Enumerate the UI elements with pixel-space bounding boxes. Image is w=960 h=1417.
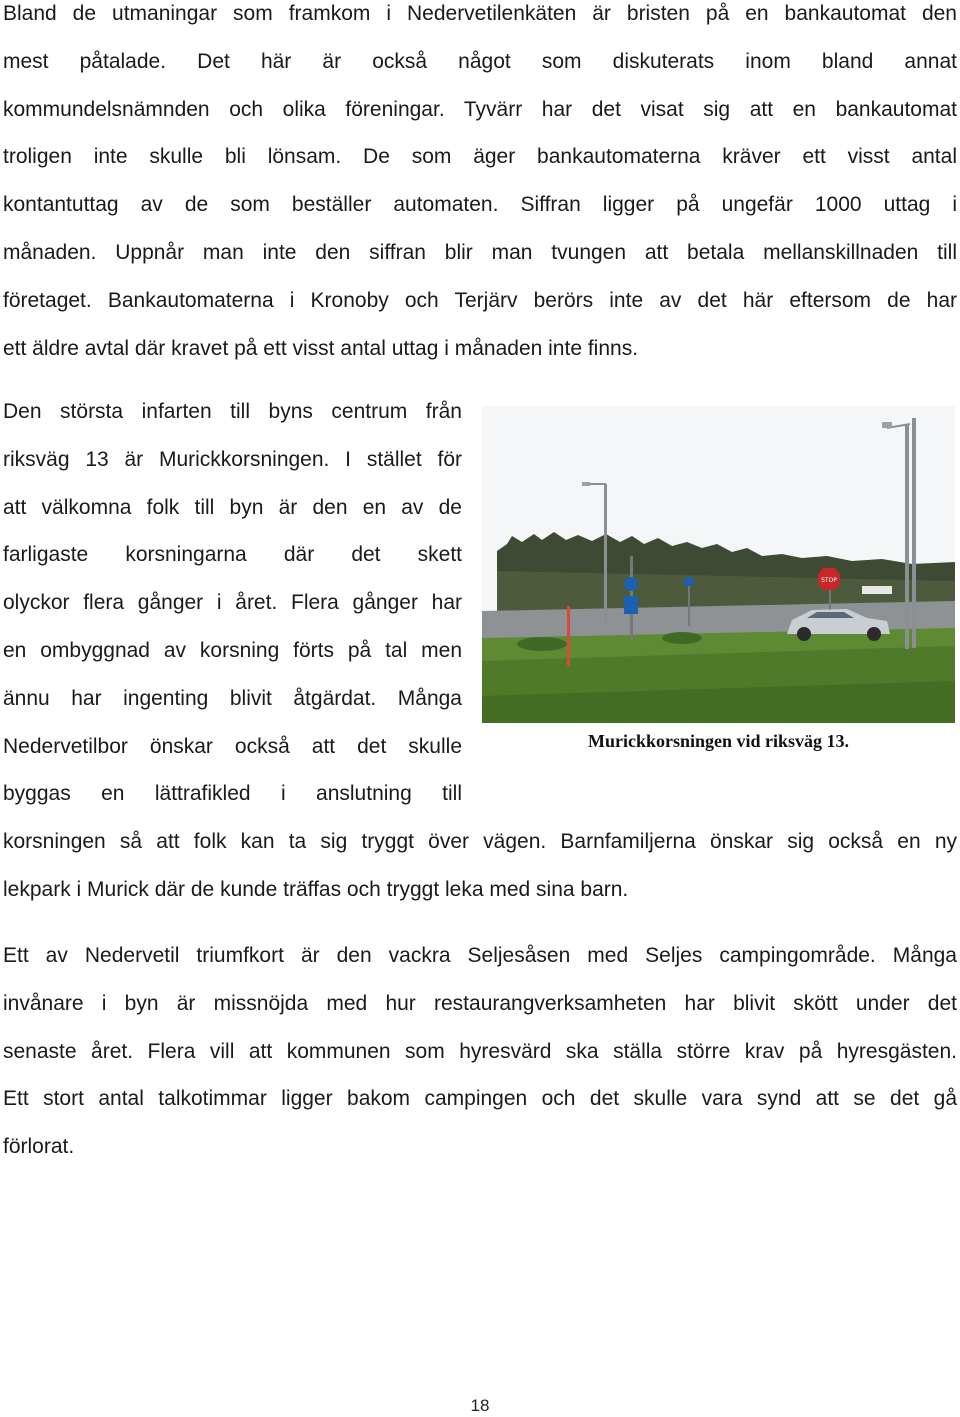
figure-caption: Murickkorsningen vid riksväg 13. xyxy=(587,731,850,751)
text-line: Ett av Nedervetil triumfkort är den vackra Seljesåsen med Seljes campingområde. Många xyxy=(3,944,957,967)
text-line: riksväg 13 är Murickkorsningen. I stället för xyxy=(3,447,462,471)
text-line: ett äldre avtal där kravet på ett visst antal uttag i månaden inte finns. xyxy=(3,336,639,360)
text-line: Den största infarten till byns centrum från xyxy=(3,400,462,423)
paragraph-murickkorsningen xyxy=(3,388,462,818)
text-line: Nedervetilbor önskar också att det skulle xyxy=(3,734,462,758)
paragraph-seljesasen xyxy=(3,932,957,1171)
paragraph-lattrafikled xyxy=(3,818,957,914)
page-number: 18 xyxy=(470,1396,490,1415)
text-line: kontantuttag av de som beställer automaten. Siffran ligger på ungefär 1000 uttag i xyxy=(3,193,957,217)
text-line: invånare i byn är missnöjda med hur restaurangverksamheten har blivit skött under det xyxy=(3,991,957,1015)
text-line: korsningen så att folk kan ta sig tryggt över vägen. Barnfamiljerna önskar sig också en ny xyxy=(3,830,957,853)
stop-sign-text: STOP xyxy=(821,577,837,584)
text-line: farligaste korsningarna där det skett xyxy=(3,543,462,567)
paragraph-bankautomat xyxy=(3,0,957,372)
text-line: månaden. Uppnår man inte den siffran blir man tvungen att betala mellanskillnaden till xyxy=(3,240,957,264)
road-intersection-photo xyxy=(482,406,955,723)
text-line: en ombyggnad av korsning förts på tal men xyxy=(3,638,462,662)
text-line: olyckor flera gånger i året. Flera gånger har xyxy=(3,591,462,615)
text-line: förlorat. xyxy=(3,1135,75,1159)
text-line: byggas en lättrafikled i anslutning till xyxy=(3,782,462,806)
text-line: troligen inte skulle bli lönsam. De som äger bankautomaterna kräver ett visst antal xyxy=(3,145,957,169)
text-line: ännu har ingenting blivit åtgärdat. Många xyxy=(3,686,462,710)
text-line: mest påtalade. Det här är också något som diskuterats inom bland annat xyxy=(3,49,957,73)
text-line: att välkomna folk till byn är den en av de xyxy=(3,495,462,519)
text-line: företaget. Bankautomaterna i Kronoby och Terjärv berörs inte av det här eftersom de har xyxy=(3,288,957,312)
text-line: Ett stort antal talkotimmar ligger bakom campingen och det skulle vara synd att se det gå xyxy=(3,1087,957,1111)
text-line: Bland de utmaningar som framkom i Nedervetilenkäten är bristen på en bankautomat den xyxy=(3,2,957,25)
text-line: lekpark i Murick där de kunde träffas och tryggt leka med sina barn. xyxy=(3,877,629,901)
text-line: senaste året. Flera vill att kommunen som hyresvärd ska ställa större krav på hyresgästen. xyxy=(3,1039,957,1063)
text-line: kommundelsnämnden och olika föreningar. Tyvärr har det visat sig att en bankautomat xyxy=(3,97,957,121)
